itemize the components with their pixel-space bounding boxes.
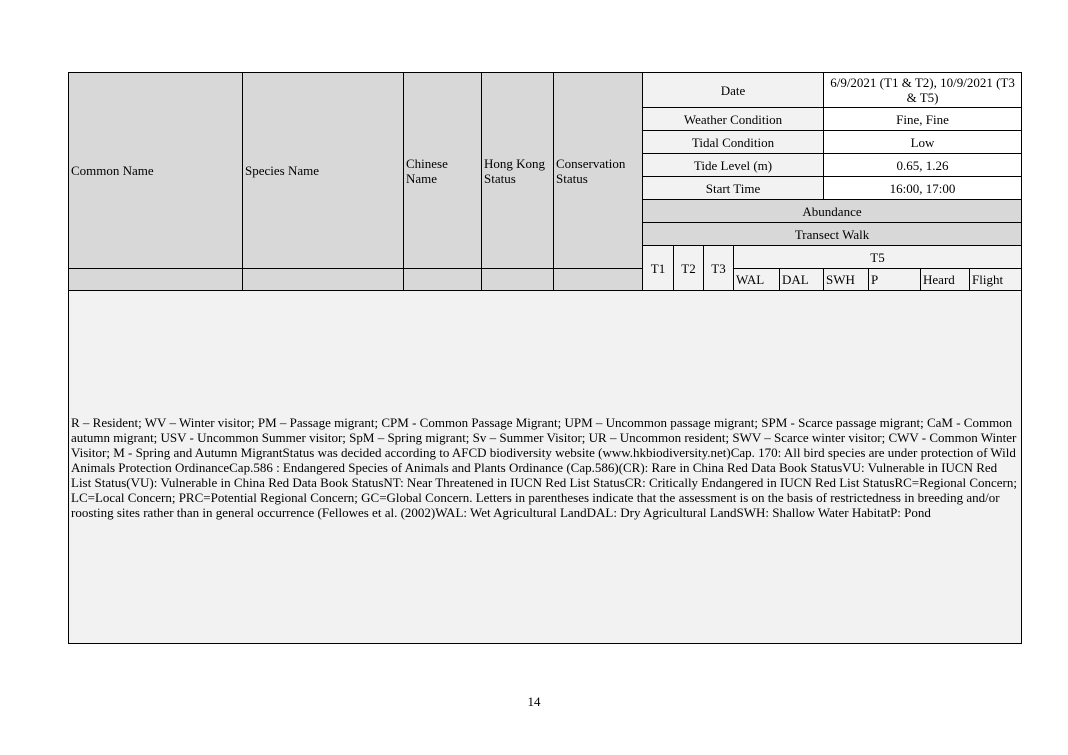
start-time-label: Start Time	[643, 177, 824, 200]
header-common-name: Common Name	[69, 73, 243, 269]
transect-t1: T1	[643, 246, 674, 291]
table-footnotes: R – Resident; WV – Winter visitor; PM – Passage migrant; CPM - Common Passage Migrant; UPM – Uncommon passage migrant; SPM - Scarce passage migrant; CaM - Common autumn migrant; USV - Uncommon Summer visitor; SpM – Spring migrant; Sv – Summer Visitor; UR – Uncommon resident; SWV – Scarce winter visitor; CWV - Common Winter Visitor; M - Spring and Autumn MigrantStatus was decided according to AFCD biodiversity website (www.hkbiodiversity.net)Cap. 170: All bird species are under protection of Wild Animals Protection OrdinanceCap.586 : Endangered Species of Animals and Plants Ordinance (Cap.586)(CR): Rare in China Red Data Book StatusVU: Vulnerable in IUCN Red List Status(VU): Vulnerable in China Red Data Book StatusNT: Near Threatened in IUCN Red List StatusCR: Critically Endangered in IUCN Red List StatusRC=Regional Concern; LC=Local Concern; PRC=Potential Regional Concern; GC=Global Concern. Letters in parentheses indicate that the assessment is on the basis of restrictedness in breeding and/or roosting sites rather than in general occurrence (Fellowes et al. (2002)WAL: Wet Agricultural LandDAL: Dry Agricultural LandSWH: Shallow Water HabitatP: Pond	[69, 291, 1022, 644]
weather-value: Fine, Fine	[824, 108, 1022, 131]
transect-t2: T2	[674, 246, 704, 291]
date-label: Date	[643, 73, 824, 108]
tide-level-value: 0.65, 1.26	[824, 154, 1022, 177]
header-spacer	[243, 269, 404, 291]
tide-level-label: Tide Level (m)	[643, 154, 824, 177]
page-number: 14	[527, 694, 541, 709]
transect-walk-header: Transect Walk	[643, 223, 1022, 246]
header-chinese-name: Chinese Name	[404, 73, 482, 269]
tidal-label: Tidal Condition	[643, 131, 824, 154]
header-spacer	[69, 269, 243, 291]
t5-col-heard: Heard	[921, 269, 970, 291]
t5-col-wal: WAL	[734, 269, 780, 291]
header-conservation-status: Conservation Status	[554, 73, 643, 269]
bird-survey-table	[68, 72, 1022, 644]
transect-t5: T5	[734, 246, 1022, 269]
t5-col-p: P	[869, 269, 921, 291]
header-species-name: Species Name	[243, 73, 404, 269]
date-value: 6/9/2021 (T1 & T2), 10/9/2021 (T3 & T5)	[824, 73, 1022, 108]
t5-col-dal: DAL	[780, 269, 824, 291]
transect-t3: T3	[704, 246, 734, 291]
start-time-value: 16:00, 17:00	[824, 177, 1022, 200]
t5-col-swh: SWH	[824, 269, 869, 291]
weather-label: Weather Condition	[643, 108, 824, 131]
header-spacer	[482, 269, 554, 291]
abundance-header: Abundance	[643, 200, 1022, 223]
header-hk-status: Hong Kong Status	[482, 73, 554, 269]
tidal-value: Low	[824, 131, 1022, 154]
header-spacer	[554, 269, 643, 291]
header-spacer	[404, 269, 482, 291]
t5-col-flight: Flight	[970, 269, 1022, 291]
